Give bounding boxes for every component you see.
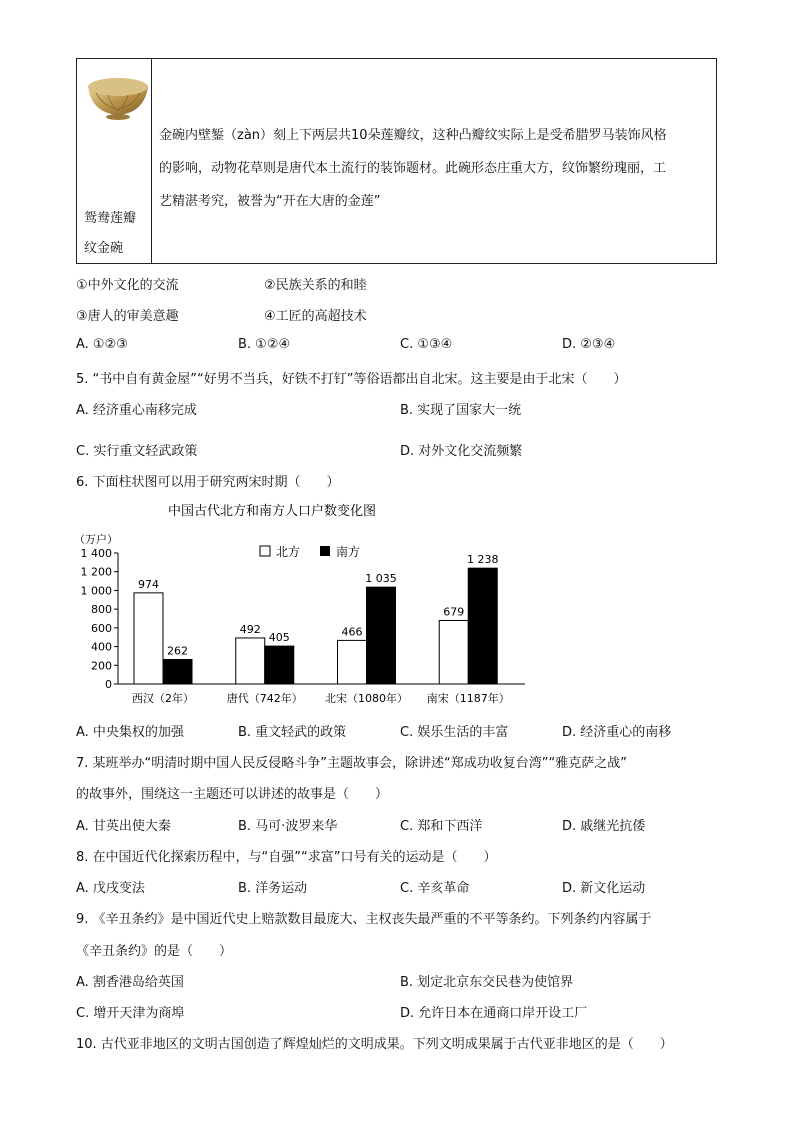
q7-option-c[interactable]: C. 郑和下西洋 (400, 819, 483, 834)
y-tick-label: 0 (105, 678, 112, 691)
q4-option-d[interactable]: D. ②③④ (562, 337, 616, 352)
q4-option-a[interactable]: A. ①②③ (76, 337, 128, 352)
artifact-caption-line2: 纹金碗 (84, 241, 124, 256)
q6-stem: 6. 下面柱状图可以用于研究两宋时期（ ） (76, 475, 340, 490)
q7-option-d[interactable]: D. 戚继光抗倭 (562, 819, 646, 834)
chart-y-axis-label: （万户） (74, 533, 118, 546)
y-tick-label: 600 (91, 621, 112, 635)
q5-option-c[interactable]: C. 实行重文轻武政策 (76, 444, 198, 459)
q9-option-a[interactable]: A. 割香港岛给英国 (76, 975, 184, 990)
y-tick-label: 800 (91, 603, 112, 617)
legend-label-north: 北方 (276, 545, 301, 559)
y-tick-label: 1 400 (80, 547, 112, 560)
box-divider (151, 59, 152, 263)
bar-north (236, 638, 265, 684)
legend-swatch-north (260, 546, 270, 556)
bar-value-label: 466 (341, 625, 363, 639)
q8-option-b[interactable]: B. 洋务运动 (238, 881, 308, 896)
y-tick-label: 400 (91, 640, 112, 654)
q4-option-c[interactable]: C. ①③④ (400, 337, 453, 352)
x-category-label: 唐代（742年） (226, 692, 303, 705)
chart-legend (260, 544, 360, 559)
bar-south (265, 646, 294, 684)
bar-value-label: 1 238 (467, 553, 499, 567)
q4-item-2: ②民族关系的和睦 (264, 278, 367, 293)
q7-option-b[interactable]: B. 马可·波罗来华 (238, 819, 338, 834)
q9-stem-line2: 《辛丑条约》的是（ ） (76, 944, 233, 959)
q6-option-b[interactable]: B. 重文轻武的政策 (238, 725, 347, 740)
q8-option-a[interactable]: A. 戊戌变法 (76, 881, 145, 896)
desc-line: 艺精湛考究，被誉为“开在大唐的金莲” (159, 194, 381, 209)
gold-bowl-image (84, 73, 148, 123)
population-bar-chart (60, 498, 540, 708)
chart-title: 中国古代北方和南方人口户数变化图 (168, 504, 377, 519)
q7-stem-line2: 的故事外，围绕这一主题还可以讲述的故事是（ ） (76, 787, 389, 802)
artifact-description (159, 119, 711, 218)
y-tick-label: 200 (91, 659, 112, 673)
q9-stem-line1: 9. 《辛丑条约》是中国近代史上赔款数目最庞大、主权丧失最严重的不平等条约。下列条约内容属于 (76, 912, 652, 927)
q4-item-1: ①中外文化的交流 (76, 278, 179, 293)
artifact-caption-line1: 鸳鸯莲瓣 (84, 211, 137, 226)
q5-stem: 5. “书中自有黄金屋”“好男不当兵，好铁不打钉”等俗语都出自北宋。这主要是由于北宋（ ） (76, 372, 627, 387)
bar-south (163, 659, 192, 684)
desc-line: 的影响，动物花草则是唐代本土流行的装饰题材。此碗形态庄重大方，纹饰繁纷瑰丽，工 (159, 161, 667, 176)
q5-option-d[interactable]: D. 对外文化交流频繁 (400, 444, 523, 459)
desc-line: 金碗内壁錾（zàn）刻上下两层共10朵莲瓣纹，这种凸瓣纹实际上是受希腊罗马装饰风格 (159, 128, 667, 143)
q9-option-b[interactable]: B. 划定北京东交民巷为使馆界 (400, 975, 574, 990)
x-category-label: 西汉（2年） (132, 692, 194, 705)
q8-option-c[interactable]: C. 辛亥革命 (400, 881, 470, 896)
q7-stem-line1: 7. 某班举办“明清时期中国人民反侵略斗争”主题故事会，除讲述“郑成功收复台湾”“雅克萨之战” (76, 756, 627, 771)
bar-north (338, 640, 367, 684)
q8-stem: 8. 在中国近代化探索历程中，与“自强”“求富”口号有关的运动是（ ） (76, 850, 497, 865)
q6-option-a[interactable]: A. 中央集权的加强 (76, 725, 184, 740)
y-tick-label: 1 000 (80, 584, 112, 598)
chart-bars (134, 553, 499, 684)
q7-option-a[interactable]: A. 甘英出使大秦 (76, 819, 171, 834)
artifact-info-box (76, 58, 717, 264)
y-tick-label: 1 200 (80, 565, 112, 579)
bar-value-label: 679 (443, 605, 465, 619)
q10-stem: 10. 古代亚非地区的文明古国创造了辉煌灿烂的文明成果。下列文明成果属于古代亚非地区的是（ ） (76, 1037, 673, 1052)
legend-label-south: 南方 (336, 545, 361, 559)
q6-option-c[interactable]: C. 娱乐生活的丰富 (400, 725, 509, 740)
bar-value-label: 974 (138, 577, 159, 591)
q4-item-4: ④工匠的高超技术 (264, 309, 367, 324)
q4-item-3: ③唐人的审美意趣 (76, 309, 179, 324)
bar-value-label: 262 (167, 644, 188, 658)
x-category-label: 南宋（1187年） (426, 692, 510, 705)
bar-value-label: 405 (268, 631, 290, 645)
q9-option-c[interactable]: C. 增开天津为商埠 (76, 1006, 185, 1021)
legend-swatch-south (320, 546, 330, 556)
x-category-label: 北宋（1080年） (325, 692, 408, 705)
q4-option-b[interactable]: B. ①②④ (238, 337, 291, 352)
q5-option-b[interactable]: B. 实现了国家大一统 (400, 403, 522, 418)
bar-south (367, 587, 396, 684)
bar-north (439, 620, 468, 684)
bar-south (468, 568, 497, 684)
bar-value-label: 492 (239, 622, 261, 636)
q8-option-d[interactable]: D. 新文化运动 (562, 881, 646, 896)
bar-north (134, 593, 163, 684)
q9-option-d[interactable]: D. 允许日本在通商口岸开设工厂 (400, 1006, 588, 1021)
q5-option-a[interactable]: A. 经济重心南移完成 (76, 403, 197, 418)
q6-option-d[interactable]: D. 经济重心的南移 (562, 725, 672, 740)
bar-value-label: 1 035 (365, 572, 397, 586)
